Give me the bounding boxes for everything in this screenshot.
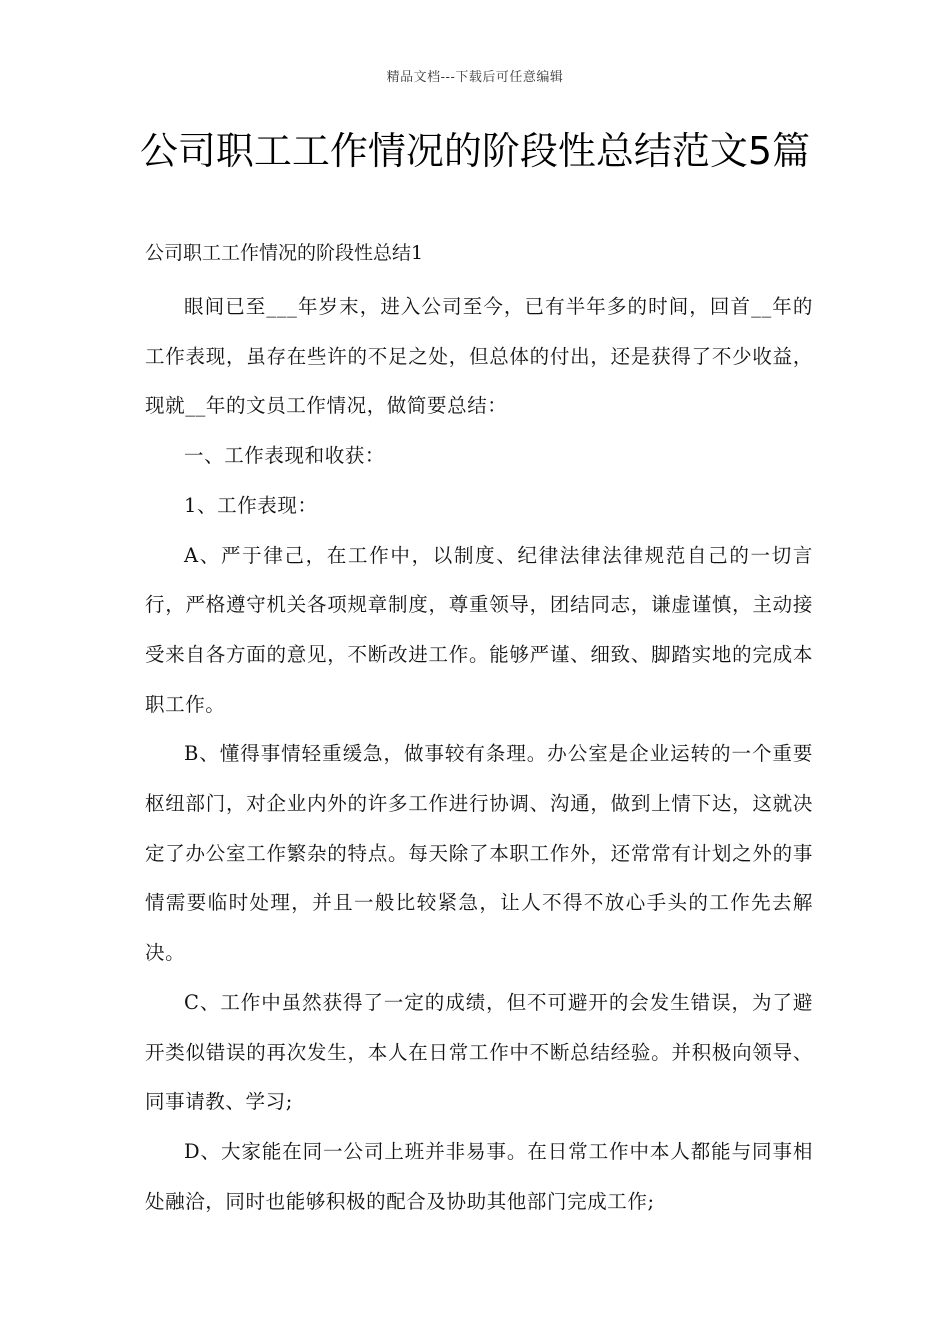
document-title: 公司职工工作情况的阶段性总结范文5篇 bbox=[139, 129, 811, 173]
paragraph-heading-1-1: 1、工作表现： bbox=[184, 493, 318, 517]
paragraph-intro: 眼间已至___年岁末，进入公司至今，已有半年多的时间，回首__年的工作表现，虽存在些许的不足之处，但总体的付出，还是获得了不少收益，现就__年的文员工作情况，做简要总结： bbox=[145, 295, 813, 418]
header-note: 精品文档---下载后可任意编辑 bbox=[386, 70, 564, 85]
document-body bbox=[145, 282, 813, 1226]
paragraph-item-a: A、严于律己，在工作中，以制度、纪律法律法律规范自己的一切言行，严格遵守机关各项规章制度，尊重领导，团结同志，谦虚谨慎，主动接受来自各方面的意见，不断改进工作。能够严谨、细致、脚踏实地的完成本职工作。 bbox=[145, 543, 813, 716]
section-heading: 公司职工工作情况的阶段性总结1 bbox=[145, 242, 424, 264]
paragraph-item-b: B、懂得事情轻重缓急，做事较有条理。办公室是企业运转的一个重要枢纽部门，对企业内外的许多工作进行协调、沟通，做到上情下达，这就决定了办公室工作繁杂的特点。每天除了本职工作外，还常常有计划之外的事情需要临时处理，并且一般比较紧急，让人不得不放心手头的工作先去解决。 bbox=[145, 742, 813, 965]
paragraph-item-c: C、工作中虽然获得了一定的成绩，但不可避开的会发生错误，为了避开类似错误的再次发生，本人在日常工作中不断总结经验。并积极向领导、同事请教、学习; bbox=[145, 990, 813, 1114]
paragraph-item-d: D、大家能在同一公司上班并非易事。在日常工作中本人都能与同事相处融洽，同时也能够积极的配合及协助其他部门完成工作; bbox=[145, 1139, 813, 1213]
paragraph-heading-1: 一、工作表现和收获： bbox=[184, 444, 386, 468]
